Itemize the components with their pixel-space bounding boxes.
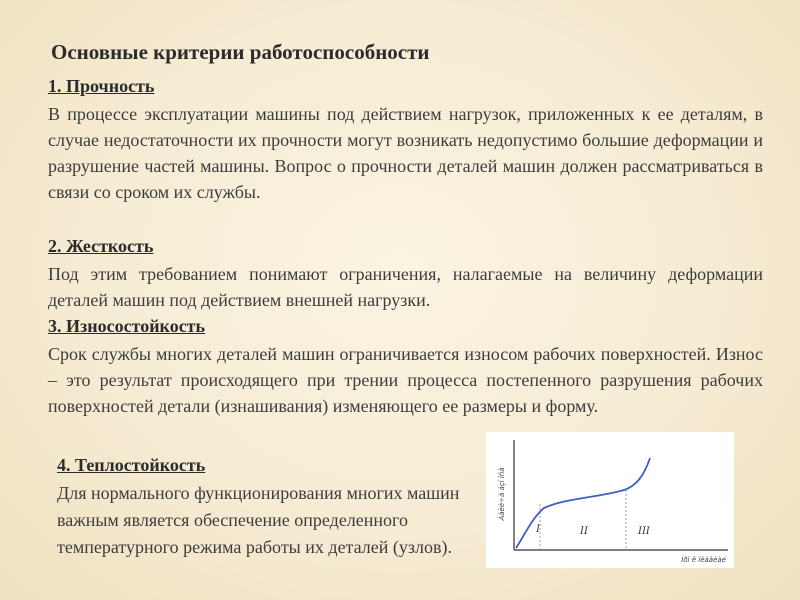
paragraph-strength: В процессе эксплуатации машины под действием нагрузок, приложенных к ее деталям, в случае недостаточности их прочности могут возникать недопустимо большие деформации и разрушение частей машины. Вопрос о прочности деталей машин должен рассматриваться в связи со сроком их службы. <box>48 104 763 202</box>
zone-label-3: III <box>638 526 650 537</box>
heading-stiffness: 2. Жесткость <box>48 236 154 256</box>
zone-label-2: II <box>580 526 588 537</box>
slide-title: Основные критерии работоспособности <box>51 40 430 64</box>
paragraph-wear-resistance: Срок службы многих деталей машин ограничивается износом рабочих поверхностей. Износ – это результат происходящего при трении процесса постепенного разрушения рабочих поверхностей детали (изнашивания) изменяющего ее размеры и форму. <box>48 344 763 416</box>
paragraph-heat-resistance: Для нормального функционирования многих машин важным является обеспечение определенного температурного режима работы их деталей (узлов). <box>57 483 460 557</box>
heading-strength: 1. Прочность <box>48 76 155 96</box>
wear-curve-svg <box>486 432 734 568</box>
paragraph-stiffness: Под этим требованием понимают ограничения, налагаемые на величину деформации деталей машин под действием внешней нагрузки. <box>48 264 763 310</box>
wear-curve-graph <box>486 432 734 568</box>
y-axis-label: Ààëè÷à áçí îñà <box>498 467 506 521</box>
x-axis-label: Ìðì ê ïëàâèàé <box>681 556 726 564</box>
zone-label-1: I <box>536 524 540 535</box>
heading-heat-resistance: 4. Теплостойкость <box>57 455 206 475</box>
heading-wear-resistance: 3. Износостойкость <box>48 316 206 336</box>
